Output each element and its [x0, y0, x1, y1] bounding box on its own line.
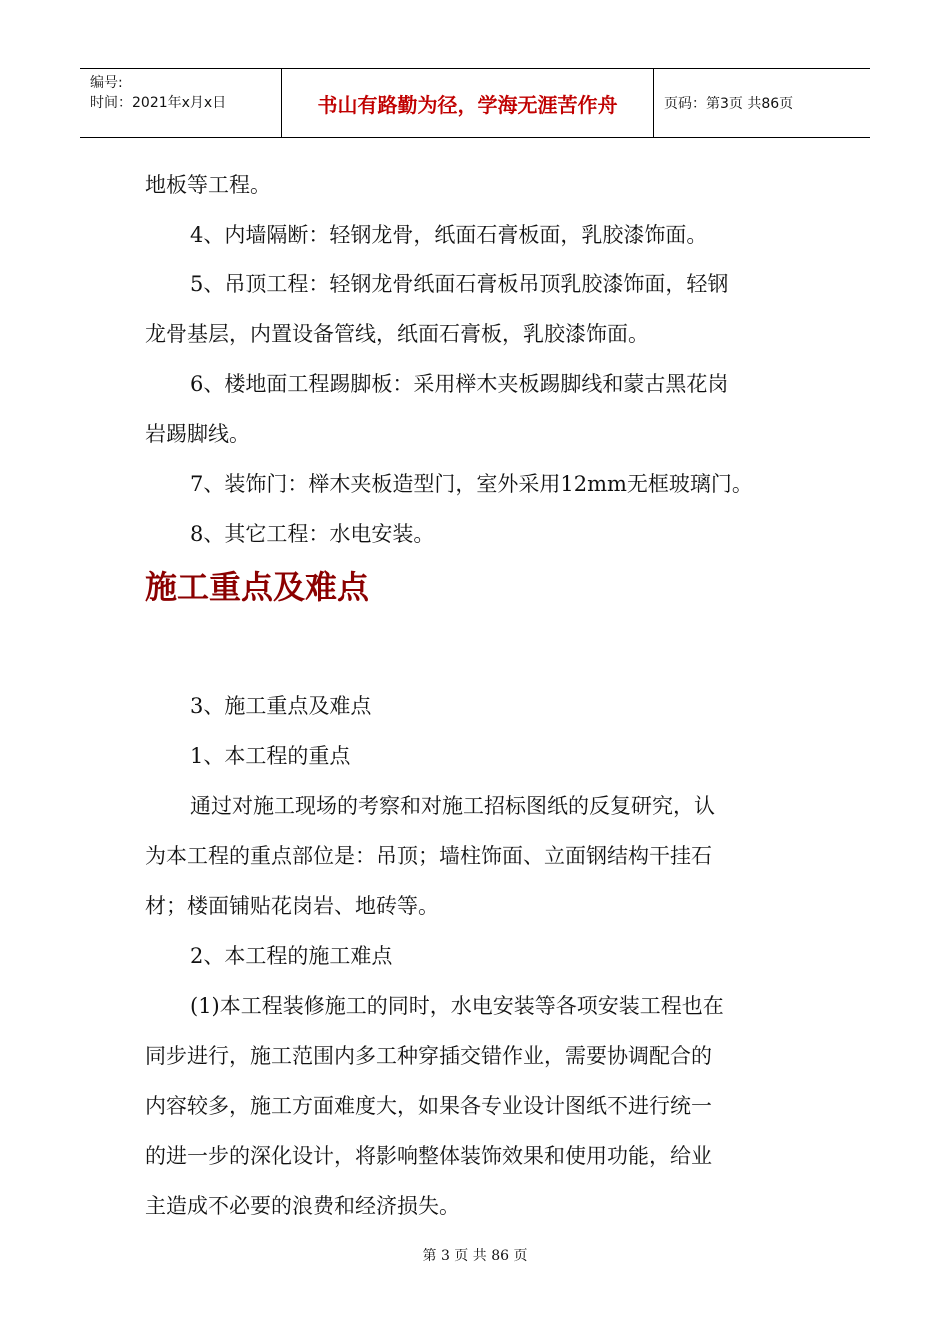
header-meta [80, 69, 282, 137]
paragraph-line: 8、其它工程：水电安装。 [190, 522, 435, 546]
paragraph-line: 2、本工程的施工难点 [190, 944, 393, 968]
page-header [80, 68, 870, 138]
paragraph-line: 1、本工程的重点 [190, 744, 351, 768]
header-motto: 书山有路勤为径，学海无涯苦作舟 [282, 69, 654, 137]
paragraph-line: 主造成不必要的浪费和经济损失。 [145, 1194, 460, 1218]
paragraph-line: 材；楼面铺贴花岗岩、地砖等。 [145, 894, 439, 918]
paragraph-line: 地板等工程。 [145, 173, 271, 197]
paragraph-line: 岩踢脚线。 [145, 422, 250, 446]
paragraph-line: 的进一步的深化设计，将影响整体装饰效果和使用功能，给业 [145, 1144, 712, 1168]
paragraph-line: 6、楼地面工程踢脚板：采用榉木夹板踢脚线和蒙古黑花岗 [190, 372, 729, 396]
paragraph-line: 通过对施工现场的考察和对施工招标图纸的反复研究，认 [190, 794, 715, 818]
paragraph-line: 为本工程的重点部位是：吊顶；墙柱饰面、立面钢结构干挂石 [145, 844, 712, 868]
header-page-info: 页码：第3页 共86页 [664, 96, 794, 112]
paragraph-line: 7、装饰门：榉木夹板造型门，室外采用12mm无框玻璃门。 [190, 472, 753, 496]
document-number-label: 编号: [90, 75, 123, 91]
paragraph-line: 4、内墙隔断：轻钢龙骨，纸面石膏板面，乳胶漆饰面。 [190, 223, 708, 247]
paragraph-line: 5、吊顶工程：轻钢龙骨纸面石膏板吊顶乳胶漆饰面，轻钢 [190, 272, 729, 296]
paragraph-line: 内容较多，施工方面难度大，如果各专业设计图纸不进行统一 [145, 1094, 712, 1118]
paragraph-line: (1)本工程装修施工的同时，水电安装等各项安装工程也在 [190, 994, 724, 1018]
section-heading: 施工重点及难点 [145, 568, 370, 606]
paragraph-line: 3、施工重点及难点 [190, 694, 372, 718]
paragraph-line: 同步进行，施工范围内多工种穿插交错作业，需要协调配合的 [145, 1044, 712, 1068]
paragraph-line: 龙骨基层，内置设备管线，纸面石膏板，乳胶漆饰面。 [145, 322, 649, 346]
document-time-label: 时间：2021年x月x日 [90, 95, 227, 111]
page-footer: 第 3 页 共 86 页 [422, 1248, 528, 1264]
